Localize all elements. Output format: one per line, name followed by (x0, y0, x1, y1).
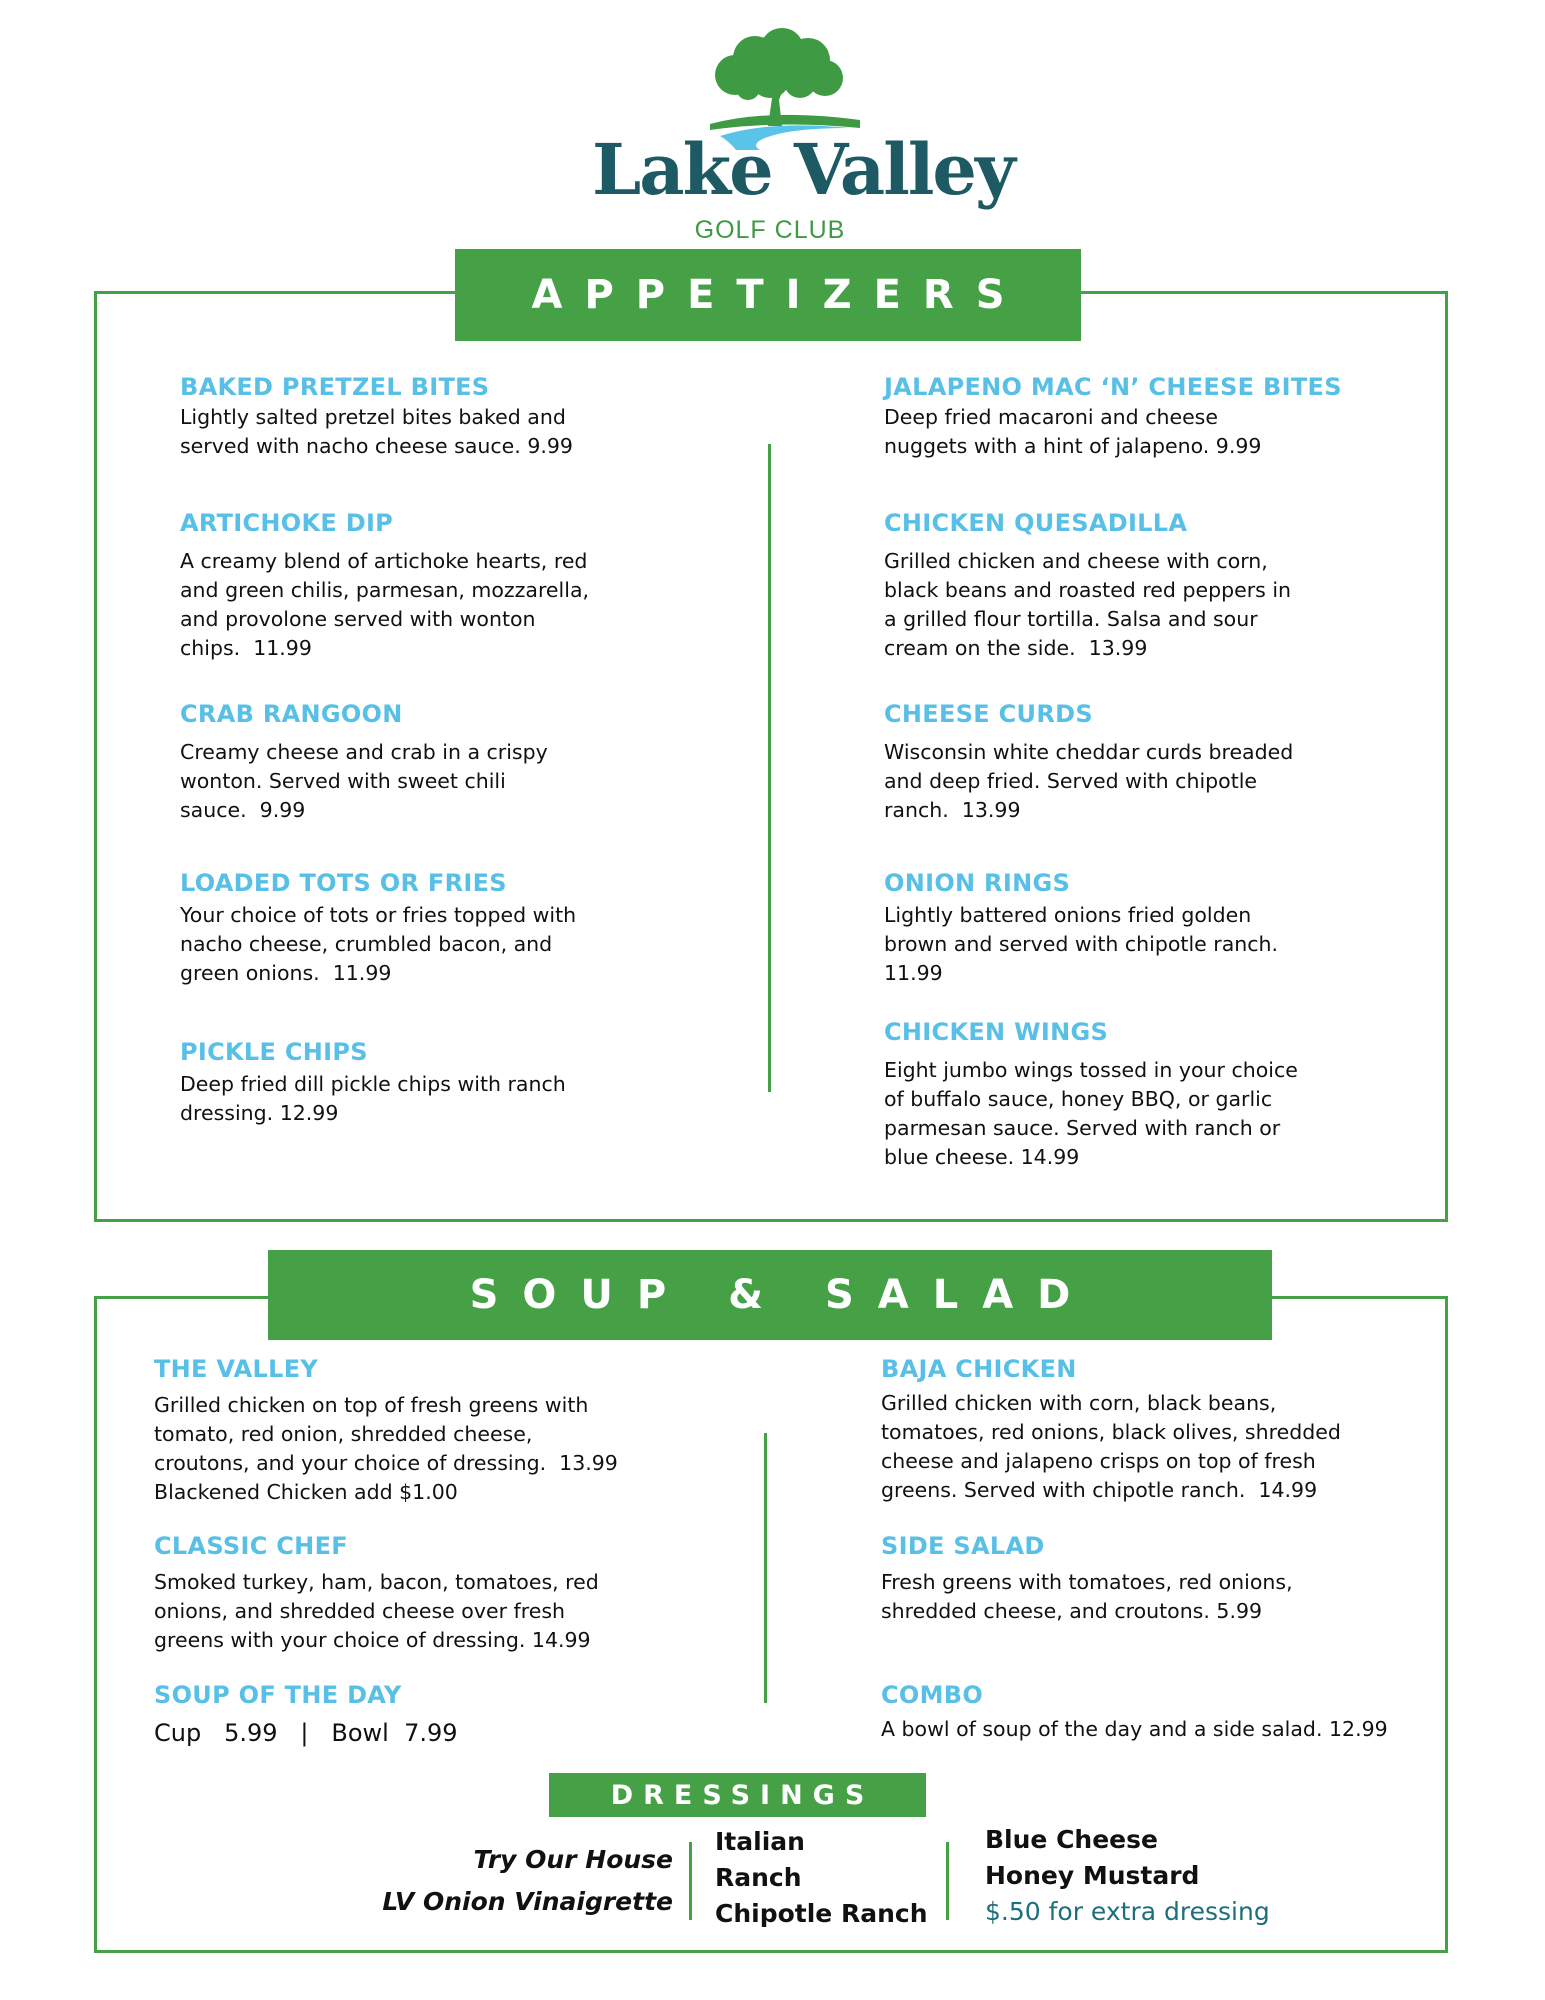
dressings-column-2 (715, 1824, 928, 1932)
menu-item-description (881, 1568, 1441, 1626)
menu-item (180, 700, 700, 825)
dressings-divider-1 (689, 1842, 692, 1920)
menu-item (180, 869, 700, 988)
menu-item-name: CHICKEN QUESADILLA (884, 509, 1188, 537)
lake-valley-logo (560, 20, 1014, 244)
menu-item-description (154, 1391, 714, 1507)
menu-item-name: CRAB RANGOON (180, 700, 403, 728)
description-line: Lightly salted pretzel bites baked and (180, 405, 566, 429)
menu-item-description (180, 1070, 700, 1128)
menu-item-description (180, 738, 700, 825)
menu-item-description (180, 547, 700, 663)
description-line: dressing. 12.99 (180, 1101, 339, 1125)
menu-item-description (881, 1389, 1441, 1505)
description-line: nuggets with a hint of jalapeno. 9.99 (884, 434, 1262, 458)
description-line: green onions. 11.99 (180, 961, 392, 985)
menu-item-name: BAJA CHICKEN (881, 1355, 1077, 1383)
description-line: chips. 11.99 (180, 636, 312, 660)
description-line: Deep fried dill pickle chips with ranch (180, 1072, 566, 1096)
description-line: a grilled flour tortilla. Salsa and sour (884, 607, 1258, 631)
menu-item-name: ARTICHOKE DIP (180, 509, 394, 537)
menu-item-description (884, 547, 1404, 663)
menu-item-description (884, 738, 1404, 825)
menu-item (884, 509, 1404, 663)
dressings-divider-2 (946, 1842, 949, 1920)
menu-item (180, 373, 700, 461)
description-line: Smoked turkey, ham, bacon, tomatoes, red (154, 1570, 599, 1594)
description-line: A creamy blend of artichoke hearts, red (180, 549, 588, 573)
description-line: black beans and roasted red peppers in (884, 578, 1292, 602)
description-line: Grilled chicken and cheese with corn, (884, 549, 1268, 573)
description-line: Your choice of tots or fries topped with (180, 903, 577, 927)
dressing-chipotle-ranch: Chipotle Ranch (715, 1899, 928, 1928)
menu-item (881, 1532, 1441, 1626)
description-line: Lightly battered onions fried golden (884, 903, 1252, 927)
dressing-ranch: Ranch (715, 1863, 802, 1892)
description-line: Eight jumbo wings tossed in your choice (884, 1058, 1298, 1082)
menu-item (881, 1681, 1441, 1744)
dressing-blue-cheese: Blue Cheese (985, 1825, 1158, 1854)
menu-item (180, 1038, 700, 1128)
menu-item-description (180, 901, 700, 988)
menu-item-description (154, 1568, 714, 1655)
description-line: cream on the side. 13.99 (884, 636, 1148, 660)
description-line: Fresh greens with tomatoes, red onions, (881, 1570, 1293, 1594)
menu-item (884, 869, 1404, 988)
description-line: blue cheese. 14.99 (884, 1145, 1080, 1169)
menu-item (884, 700, 1404, 825)
menu-item (881, 1355, 1441, 1505)
house-dressing-line-2: LV Onion Vinaigrette (382, 1887, 673, 1916)
menu-item-name: PICKLE CHIPS (180, 1038, 368, 1066)
menu-item-name: CHEESE CURDS (884, 700, 1093, 728)
description-line: Grilled chicken on top of fresh greens with (154, 1393, 589, 1417)
description-line: Deep fried macaroni and cheese (884, 405, 1218, 429)
menu-item-name: LOADED TOTS OR FRIES (180, 869, 507, 897)
menu-item-description (180, 403, 700, 461)
description-line: served with nacho cheese sauce. 9.99 (180, 434, 573, 458)
logo-subtitle: GOLF CLUB (694, 216, 846, 244)
description-line: Wisconsin white cheddar curds breaded (884, 740, 1294, 764)
menu-item-description (884, 901, 1404, 988)
menu-item-description (884, 1056, 1404, 1172)
menu-item-name: SOUP OF THE DAY (154, 1681, 402, 1709)
soup-salad-divider (764, 1433, 767, 1703)
dressing-italian: Italian (715, 1827, 805, 1856)
menu-item (154, 1681, 714, 1748)
menu-item-name: BAKED PRETZEL BITES (180, 373, 490, 401)
description-line: and deep fried. Served with chipotle (884, 769, 1258, 793)
description-line: ranch. 13.99 (884, 798, 1021, 822)
dressing-honey-mustard: Honey Mustard (985, 1861, 1200, 1890)
description-line: Cup 5.99 | Bowl 7.99 (154, 1719, 458, 1747)
house-dressing-line-1: Try Our House (473, 1845, 673, 1874)
description-line: greens. Served with chipotle ranch. 14.99 (881, 1478, 1318, 1502)
description-line: Blackened Chicken add $1.00 (154, 1480, 458, 1504)
description-line: onions, and shredded cheese over fresh (154, 1599, 566, 1623)
description-line: of buffalo sauce, honey BBQ, or garlic (884, 1087, 1273, 1111)
dressings-column-3 (985, 1822, 1270, 1930)
menu-item-description (154, 1719, 714, 1748)
description-line: Grilled chicken with corn, black beans, (881, 1391, 1277, 1415)
description-line: tomato, red onion, shredded cheese, (154, 1422, 533, 1446)
menu-item-description (881, 1715, 1441, 1744)
description-line: A bowl of soup of the day and a side salad. 12.99 (881, 1717, 1388, 1741)
extra-dressing-price: $.50 for extra dressing (985, 1897, 1270, 1926)
logo-name: Lake Valley (592, 128, 1014, 211)
menu-item (884, 1018, 1404, 1172)
menu-item-description (884, 403, 1404, 461)
description-line: brown and served with chipotle ranch. (884, 932, 1279, 956)
description-line: Creamy cheese and crab in a crispy (180, 740, 548, 764)
description-line: sauce. 9.99 (180, 798, 306, 822)
menu-item-name: SIDE SALAD (881, 1532, 1045, 1560)
description-line: shredded cheese, and croutons. 5.99 (881, 1599, 1263, 1623)
dressings-banner (549, 1773, 926, 1817)
description-line: 11.99 (884, 961, 943, 985)
menu-item-name: CHICKEN WINGS (884, 1018, 1109, 1046)
description-line: tomatoes, red onions, black olives, shredded (881, 1420, 1341, 1444)
description-line: and provolone served with wonton (180, 607, 536, 631)
menu-item-name: CLASSIC CHEF (154, 1532, 348, 1560)
menu-item (884, 373, 1404, 461)
appetizers-banner (455, 249, 1081, 341)
menu-item-name: THE VALLEY (154, 1355, 319, 1383)
menu-item (154, 1532, 714, 1655)
dressings-title: DRESSINGS (610, 1779, 875, 1811)
description-line: and green chilis, parmesan, mozzarella, (180, 578, 590, 602)
menu-item (180, 509, 700, 663)
house-dressing (368, 1839, 673, 1923)
description-line: wonton. Served with sweet chili (180, 769, 506, 793)
appetizers-title: APPETIZERS (531, 272, 1027, 318)
description-line: greens with your choice of dressing. 14.99 (154, 1628, 591, 1652)
description-line: nacho cheese, crumbled bacon, and (180, 932, 553, 956)
menu-item-name: COMBO (881, 1681, 984, 1709)
appetizers-divider (768, 444, 771, 1092)
menu-item-name: JALAPENO MAC ‘N’ CHEESE BITES (884, 373, 1342, 401)
menu-item (154, 1355, 714, 1507)
description-line: cheese and jalapeno crisps on top of fresh (881, 1449, 1316, 1473)
description-line: parmesan sauce. Served with ranch or (884, 1116, 1281, 1140)
menu-item-name: ONION RINGS (884, 869, 1071, 897)
soup-salad-title: SOUP & SALAD (469, 1272, 1095, 1318)
description-line: croutons, and your choice of dressing. 13.99 (154, 1451, 618, 1475)
soup-salad-banner (268, 1250, 1272, 1340)
